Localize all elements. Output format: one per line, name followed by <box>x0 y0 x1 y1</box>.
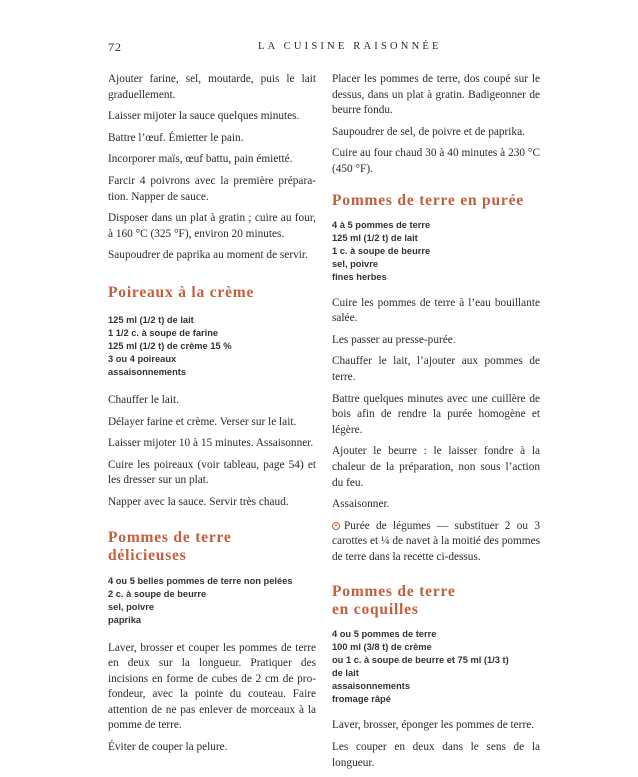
ingredient: 2 c. à soupe de beurre <box>108 588 207 599</box>
ingredient: sel, poivre <box>108 601 154 612</box>
ingredient: 125 ml (1/2 t) de crème 15 % <box>108 340 232 351</box>
ingredient: 125 ml (1/2 t) de lait <box>332 232 418 243</box>
ingredient: 4 ou 5 belles pommes de terre non pelées <box>108 575 293 586</box>
ingredient: ou 1 c. à soupe de beurre et 75 ml (1/3 t) <box>332 655 509 666</box>
ingredient: 1 1/2 c. à soupe de farine <box>108 327 219 338</box>
step-text: Chauffer le lait, l’ajouter aux pommes de terre. <box>332 355 540 383</box>
ingredient: sel, poivre <box>332 258 378 269</box>
title-line: délicieuses <box>108 546 187 564</box>
step-text: Assaisonner. <box>332 498 390 511</box>
step-text: Incorporer maïs, œuf battu, pain émietté. <box>108 153 293 166</box>
step-text: Cuire les poireaux (voir tableau, page 54) et les dresser sur un plat. <box>108 458 316 487</box>
step-text: Cuire au four chaud 30 à 40 minutes à 230 °C (450 °F). <box>332 147 540 175</box>
step-text: Laver, brosser, éponger les pommes de terre. <box>332 719 535 732</box>
ingredient: fines herbes <box>332 271 387 282</box>
ingredient: 4 ou 5 pommes de terre <box>332 629 437 640</box>
ingredient-list <box>332 219 540 284</box>
step-text: Laisser mijoter la sauce quelques minutes. <box>108 110 300 123</box>
step-text: Cuire les pommes de terre à l’eau bouillante salée. <box>332 296 540 325</box>
step-text: Placer les pommes de terre, dos coupé sur le dessus, dans un plat à gratin. Badigeonner de beurre fondu. <box>332 73 540 117</box>
page-header <box>108 40 538 56</box>
step-text: Napper avec la sauce. Servir très chaud. <box>108 495 289 508</box>
step-text: Ajouter le beurre : le laisser fondre à la chaleur de la préparation, non sous l’action du feu. <box>332 445 540 489</box>
step-text: Chauffer le lait. <box>108 393 179 406</box>
step-text: Farcir 4 poivrons avec la première préparation. Napper de sauce. <box>108 174 316 203</box>
step-text: Saupoudrer de paprika au moment de servir. <box>108 249 308 262</box>
ingredient: 100 ml (3/8 t) de crème <box>332 642 432 653</box>
page-number: 72 <box>108 40 122 54</box>
ingredient: assaisonnements <box>108 366 187 377</box>
title-line: en coquilles <box>332 601 419 619</box>
intro-steps <box>332 72 540 178</box>
ingredient: de lait <box>332 668 359 679</box>
running-title: LA CUISINE RAISONNÉE <box>258 41 442 52</box>
step-text: Laver, brosser et couper les pommes de terre en deux sur la longueur. Pratiquer des incisions en forme de cubes de 2 cm de profondeur, avec la pointe du couteau. Faire attention de ne pas enlever de morceaux à la pomme de terre. <box>108 641 316 732</box>
step-text: Les couper en deux dans le sens de la longueur. <box>332 741 540 769</box>
ingredient: 125 ml (1/2 t) de lait <box>108 314 194 325</box>
step-text: Battre l’œuf. Émietter le pain. <box>108 131 244 144</box>
title-line: Pommes de terre <box>108 528 232 546</box>
step-text: Disposer dans un plat à gratin ; cuire au four, à 160 °C (325 °F), environ 20 minutes. <box>108 212 316 240</box>
variation-icon <box>332 522 340 530</box>
recipe-title-puree: Pommes de terre en purée <box>332 191 524 209</box>
ingredient: paprika <box>108 614 142 625</box>
intro-steps <box>108 72 316 264</box>
recipe-steps <box>332 296 540 566</box>
ingredient-list <box>108 575 316 627</box>
step-text: Éviter de couper la pelure. <box>108 741 228 754</box>
step-text: Saupoudrer de sel, de poivre et de paprika. <box>332 125 525 138</box>
step-text: Ajouter farine, sel, moutarde, puis le lait graduellement. <box>108 73 316 101</box>
recipe-steps <box>108 393 316 511</box>
title-line: Pommes de terre <box>332 583 456 601</box>
variation-text: Purée de légumes — substituer 2 ou 3 carottes et ¼ de navet à la moitié des pommes de terre dans la recette ci-dessus. <box>332 519 540 563</box>
step-text: Les passer au presse-purée. <box>332 333 456 346</box>
recipe-steps <box>108 641 316 756</box>
recipe-title-pommes-delicieuses <box>108 529 316 565</box>
variation-note <box>332 519 540 566</box>
ingredient: 3 ou 4 poireaux <box>108 353 177 364</box>
step-text: Délayer farine et crème. Verser sur le lait. <box>108 415 297 428</box>
step-text: Laisser mijoter 10 à 15 minutes. Assaisonner. <box>108 437 314 450</box>
ingredient: fromage râpé <box>332 694 391 705</box>
recipe-title-coquilles <box>332 583 540 619</box>
ingredient: assaisonnements <box>332 681 411 692</box>
recipe-title-poireaux: Poireaux à la crème <box>108 283 255 301</box>
ingredient: 4 à 5 pommes de terre <box>332 219 431 230</box>
ingredient: 1 c. à soupe de beurre <box>332 245 431 256</box>
step-text: Battre quelques minutes avec une cuillère de bois afin de rendre la purée homogène et légère. <box>332 392 540 436</box>
ingredient-list <box>332 628 540 706</box>
right-column <box>332 72 540 777</box>
ingredient-list <box>108 314 316 379</box>
recipe-steps <box>332 718 540 771</box>
left-column <box>108 72 316 762</box>
